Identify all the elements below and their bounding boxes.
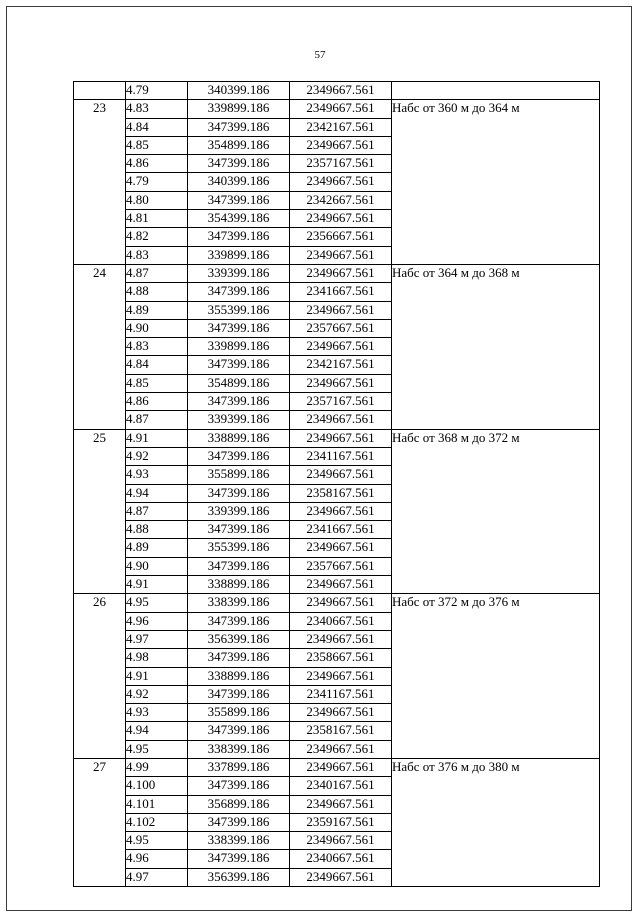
x-coordinate-cell: 355399.186 <box>188 301 290 319</box>
x-coordinate-cell: 355399.186 <box>188 539 290 557</box>
depth-range-description: Набс от 376 м до 380 м <box>392 758 600 886</box>
point-id-cell: 4.94 <box>126 722 188 740</box>
point-id-cell: 4.88 <box>126 283 188 301</box>
y-coordinate-cell: 2349667.561 <box>290 539 392 557</box>
y-coordinate-cell: 2356667.561 <box>290 228 392 246</box>
y-coordinate-cell: 2358167.561 <box>290 722 392 740</box>
x-coordinate-cell: 355899.186 <box>188 466 290 484</box>
y-coordinate-cell: 2349667.561 <box>290 429 392 447</box>
point-id-cell: 4.89 <box>126 539 188 557</box>
y-coordinate-cell: 2341667.561 <box>290 521 392 539</box>
x-coordinate-cell: 347399.186 <box>188 777 290 795</box>
y-coordinate-cell: 2359167.561 <box>290 813 392 831</box>
section-number: 24 <box>74 264 126 429</box>
y-coordinate-cell: 2349667.561 <box>290 630 392 648</box>
point-id-cell: 4.83 <box>126 246 188 264</box>
point-id-cell: 4.86 <box>126 393 188 411</box>
x-coordinate-cell: 347399.186 <box>188 393 290 411</box>
x-coordinate-cell: 347399.186 <box>188 228 290 246</box>
point-id-cell: 4.102 <box>126 813 188 831</box>
x-coordinate-cell: 339899.186 <box>188 246 290 264</box>
y-coordinate-cell: 2349667.561 <box>290 374 392 392</box>
depth-range-description: Набс от 360 м до 364 м <box>392 100 600 265</box>
point-id-cell: 4.89 <box>126 301 188 319</box>
point-id-cell: 4.87 <box>126 502 188 520</box>
x-coordinate-cell: 347399.186 <box>188 521 290 539</box>
point-id-cell: 4.85 <box>126 136 188 154</box>
point-id-cell: 4.90 <box>126 319 188 337</box>
x-coordinate-cell: 354399.186 <box>188 210 290 228</box>
x-coordinate-cell: 339899.186 <box>188 338 290 356</box>
y-coordinate-cell: 2349667.561 <box>290 100 392 118</box>
point-id-cell: 4.95 <box>126 832 188 850</box>
y-coordinate-cell: 2349667.561 <box>290 301 392 319</box>
y-coordinate-cell: 2357167.561 <box>290 155 392 173</box>
coordinates-table <box>73 81 600 887</box>
point-id-cell: 4.83 <box>126 338 188 356</box>
table-row <box>74 594 600 612</box>
point-id-cell: 4.98 <box>126 649 188 667</box>
y-coordinate-cell: 2358667.561 <box>290 649 392 667</box>
y-coordinate-cell: 2349667.561 <box>290 136 392 154</box>
y-coordinate-cell: 2349667.561 <box>290 246 392 264</box>
x-coordinate-cell: 347399.186 <box>188 283 290 301</box>
y-coordinate-cell: 2342667.561 <box>290 191 392 209</box>
point-id-cell: 4.96 <box>126 612 188 630</box>
section-number: 23 <box>74 100 126 265</box>
y-coordinate-cell: 2342167.561 <box>290 118 392 136</box>
table-row <box>74 264 600 282</box>
point-id-cell: 4.83 <box>126 100 188 118</box>
x-coordinate-cell: 338399.186 <box>188 832 290 850</box>
point-id-cell: 4.95 <box>126 740 188 758</box>
point-id-cell: 4.90 <box>126 557 188 575</box>
x-coordinate-cell: 347399.186 <box>188 685 290 703</box>
point-id-cell: 4.99 <box>126 758 188 776</box>
point-id-cell: 4.94 <box>126 484 188 502</box>
x-coordinate-cell: 347399.186 <box>188 649 290 667</box>
y-coordinate-cell: 2358167.561 <box>290 484 392 502</box>
depth-range-description: Набс от 372 м до 376 м <box>392 594 600 759</box>
y-coordinate-cell: 2349667.561 <box>290 338 392 356</box>
point-id-cell: 4.92 <box>126 447 188 465</box>
coordinates-table-body <box>74 82 600 887</box>
x-coordinate-cell: 347399.186 <box>188 447 290 465</box>
y-coordinate-cell: 2349667.561 <box>290 832 392 850</box>
x-coordinate-cell: 354899.186 <box>188 136 290 154</box>
point-id-cell: 4.91 <box>126 667 188 685</box>
point-id-cell: 4.79 <box>126 173 188 191</box>
x-coordinate-cell: 347399.186 <box>188 155 290 173</box>
x-coordinate-cell: 340399.186 <box>188 82 290 100</box>
point-id-cell: 4.79 <box>126 82 188 100</box>
point-id-cell: 4.80 <box>126 191 188 209</box>
y-coordinate-cell: 2349667.561 <box>290 795 392 813</box>
point-id-cell: 4.95 <box>126 594 188 612</box>
x-coordinate-cell: 338899.186 <box>188 429 290 447</box>
y-coordinate-cell: 2349667.561 <box>290 411 392 429</box>
x-coordinate-cell: 356399.186 <box>188 630 290 648</box>
section-number: 27 <box>74 758 126 886</box>
point-id-cell: 4.96 <box>126 850 188 868</box>
table-row <box>74 429 600 447</box>
point-id-cell: 4.82 <box>126 228 188 246</box>
point-id-cell: 4.87 <box>126 264 188 282</box>
y-coordinate-cell: 2341167.561 <box>290 685 392 703</box>
x-coordinate-cell: 339399.186 <box>188 502 290 520</box>
y-coordinate-cell: 2349667.561 <box>290 758 392 776</box>
depth-range-description: Набс от 368 м до 372 м <box>392 429 600 594</box>
y-coordinate-cell: 2349667.561 <box>290 740 392 758</box>
y-coordinate-cell: 2340167.561 <box>290 777 392 795</box>
point-id-cell: 4.88 <box>126 521 188 539</box>
y-coordinate-cell: 2349667.561 <box>290 667 392 685</box>
x-coordinate-cell: 339899.186 <box>188 100 290 118</box>
point-id-cell: 4.85 <box>126 374 188 392</box>
table-row <box>74 82 600 100</box>
x-coordinate-cell: 337899.186 <box>188 758 290 776</box>
point-id-cell: 4.93 <box>126 466 188 484</box>
y-coordinate-cell: 2341667.561 <box>290 283 392 301</box>
x-coordinate-cell: 347399.186 <box>188 118 290 136</box>
x-coordinate-cell: 339399.186 <box>188 411 290 429</box>
y-coordinate-cell: 2357167.561 <box>290 393 392 411</box>
x-coordinate-cell: 347399.186 <box>188 722 290 740</box>
y-coordinate-cell: 2342167.561 <box>290 356 392 374</box>
section-number: 26 <box>74 594 126 759</box>
y-coordinate-cell: 2349667.561 <box>290 466 392 484</box>
x-coordinate-cell: 354899.186 <box>188 374 290 392</box>
y-coordinate-cell: 2349667.561 <box>290 210 392 228</box>
page-number: 57 <box>314 49 326 61</box>
point-id-cell: 4.101 <box>126 795 188 813</box>
x-coordinate-cell: 347399.186 <box>188 191 290 209</box>
x-coordinate-cell: 347399.186 <box>188 356 290 374</box>
point-id-cell: 4.92 <box>126 685 188 703</box>
y-coordinate-cell: 2340667.561 <box>290 612 392 630</box>
x-coordinate-cell: 340399.186 <box>188 173 290 191</box>
y-coordinate-cell: 2349667.561 <box>290 264 392 282</box>
x-coordinate-cell: 356399.186 <box>188 868 290 886</box>
depth-range-description <box>392 82 600 100</box>
x-coordinate-cell: 338899.186 <box>188 576 290 594</box>
y-coordinate-cell: 2349667.561 <box>290 576 392 594</box>
point-id-cell: 4.84 <box>126 356 188 374</box>
y-coordinate-cell: 2357667.561 <box>290 319 392 337</box>
x-coordinate-cell: 338899.186 <box>188 667 290 685</box>
y-coordinate-cell: 2340667.561 <box>290 850 392 868</box>
y-coordinate-cell: 2349667.561 <box>290 594 392 612</box>
section-number: 25 <box>74 429 126 594</box>
y-coordinate-cell: 2341167.561 <box>290 447 392 465</box>
x-coordinate-cell: 347399.186 <box>188 612 290 630</box>
x-coordinate-cell: 338399.186 <box>188 740 290 758</box>
point-id-cell: 4.87 <box>126 411 188 429</box>
depth-range-description: Набс от 364 м до 368 м <box>392 264 600 429</box>
point-id-cell: 4.86 <box>126 155 188 173</box>
point-id-cell: 4.84 <box>126 118 188 136</box>
point-id-cell: 4.91 <box>126 429 188 447</box>
y-coordinate-cell: 2349667.561 <box>290 173 392 191</box>
table-row <box>74 100 600 118</box>
point-id-cell: 4.93 <box>126 704 188 722</box>
y-coordinate-cell: 2349667.561 <box>290 868 392 886</box>
x-coordinate-cell: 347399.186 <box>188 484 290 502</box>
x-coordinate-cell: 347399.186 <box>188 557 290 575</box>
point-id-cell: 4.100 <box>126 777 188 795</box>
x-coordinate-cell: 355899.186 <box>188 704 290 722</box>
point-id-cell: 4.97 <box>126 868 188 886</box>
table-row <box>74 758 600 776</box>
x-coordinate-cell: 347399.186 <box>188 319 290 337</box>
section-number <box>74 82 126 100</box>
x-coordinate-cell: 347399.186 <box>188 850 290 868</box>
x-coordinate-cell: 338399.186 <box>188 594 290 612</box>
y-coordinate-cell: 2349667.561 <box>290 502 392 520</box>
x-coordinate-cell: 347399.186 <box>188 813 290 831</box>
y-coordinate-cell: 2349667.561 <box>290 82 392 100</box>
point-id-cell: 4.91 <box>126 576 188 594</box>
point-id-cell: 4.97 <box>126 630 188 648</box>
y-coordinate-cell: 2349667.561 <box>290 704 392 722</box>
y-coordinate-cell: 2357667.561 <box>290 557 392 575</box>
x-coordinate-cell: 339399.186 <box>188 264 290 282</box>
x-coordinate-cell: 356899.186 <box>188 795 290 813</box>
point-id-cell: 4.81 <box>126 210 188 228</box>
